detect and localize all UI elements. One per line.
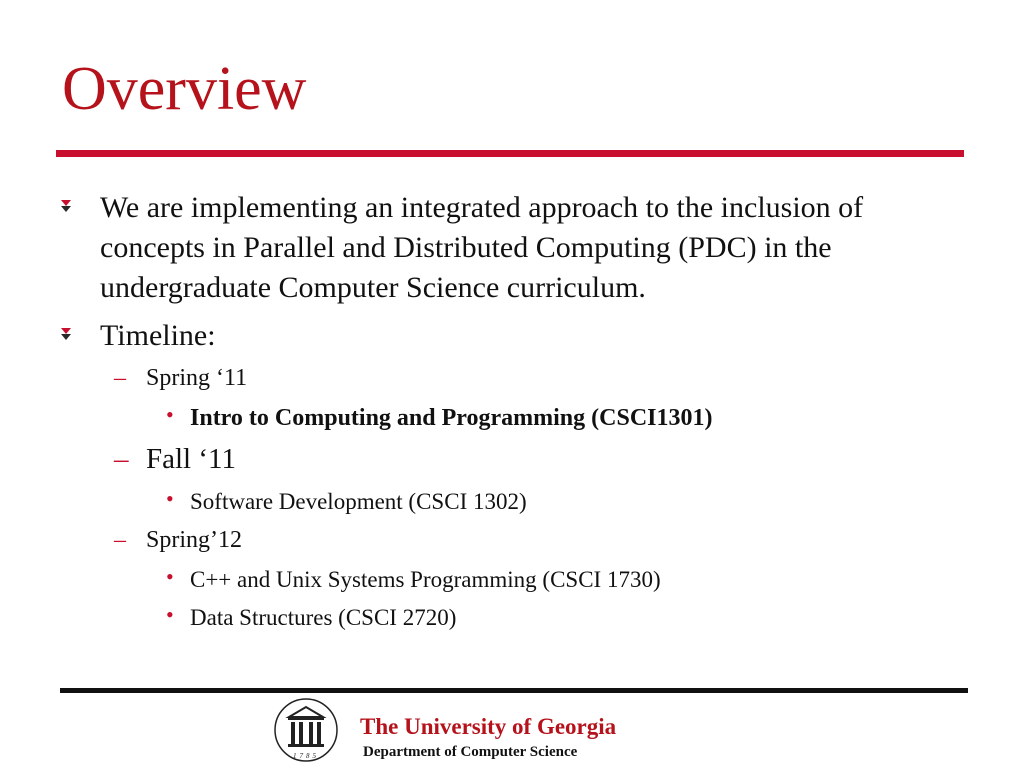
course-text: C++ and Unix Systems Programming (CSCI 1730) (190, 567, 661, 592)
course-item (0, 402, 1024, 434)
course-text: Data Structures (CSCI 2720) (190, 605, 457, 630)
university-seal-logo (273, 697, 339, 763)
dash-icon: – (114, 365, 126, 391)
bullet-item (0, 188, 1024, 308)
dot-bullet-icon: • (166, 402, 174, 427)
dot-bullet-icon: • (166, 602, 174, 627)
course-text: Intro to Computing and Programming (CSCI1301) (190, 405, 713, 431)
course-item (0, 486, 1024, 518)
arrow-bullet-icon (58, 198, 74, 214)
slide-content (0, 188, 1024, 640)
bullet-text: Timeline: (100, 319, 216, 352)
course-text: Software Development (CSCI 1302) (190, 489, 527, 514)
timeline-item (0, 440, 1024, 478)
arrow-bullet-icon (58, 326, 74, 342)
page-title: Overview (62, 55, 307, 123)
department-name: Department of Computer Science (363, 744, 578, 760)
course-item (0, 602, 1024, 634)
timeline-label: Spring ‘11 (146, 365, 248, 391)
timeline-label: Fall ‘11 (146, 443, 236, 475)
course-item (0, 564, 1024, 596)
seal-year: 1785 (293, 752, 319, 760)
timeline-item (0, 524, 1024, 556)
dash-icon: – (114, 527, 126, 553)
timeline-item (0, 362, 1024, 394)
bullet-item (0, 316, 1024, 356)
dot-bullet-icon: • (166, 486, 174, 511)
university-name: The University of Georgia (360, 714, 617, 739)
dash-icon: – (114, 443, 129, 475)
footer-divider (60, 688, 968, 693)
timeline-label: Spring’12 (146, 527, 242, 553)
dot-bullet-icon: • (166, 564, 174, 589)
bullet-text: We are implementing an integrated approach to the inclusion of concepts in Parallel and Distributed Computing (PDC) in the undergraduate Computer Science curriculum. (100, 191, 864, 304)
title-divider (56, 150, 964, 157)
